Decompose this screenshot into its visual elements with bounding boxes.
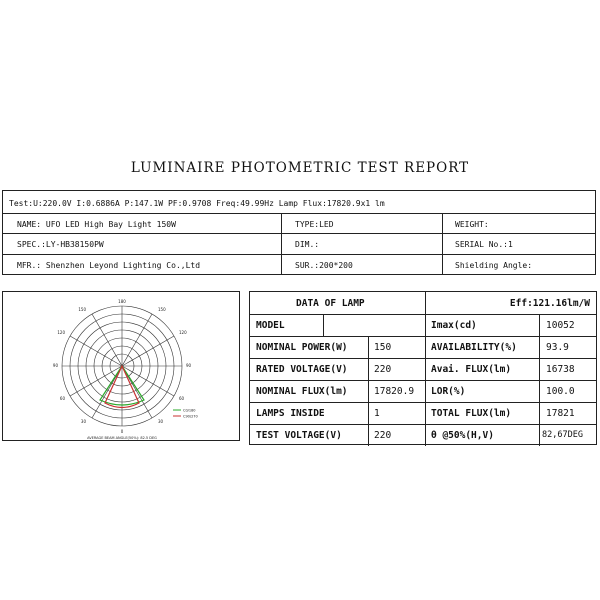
table-row-divider [250,358,596,359]
row-label: MODEL [256,320,285,331]
polar-diagram [3,292,240,441]
manufacturer: MFR.: Shenzhen Leyond Lighting Co.,Ltd [17,261,201,270]
row-value: 93.9 [546,342,569,353]
row-label: NOMINAL FLUX(lm) [256,386,348,397]
table-column-divider [425,292,426,446]
luminaire-name: NAME: UFO LED High Bay Light 150W [17,220,176,229]
weight: WEIGHT: [455,220,489,229]
header-divider [3,233,595,234]
row-label: Imax(cd) [431,320,477,331]
table-column-divider [368,336,369,446]
header-info-box [2,190,596,275]
angle-label-right: 90 [186,363,192,368]
header-column-divider [281,213,282,275]
legend-c90: C90/270 [183,414,198,419]
test-conditions: Test:U:220.0V I:0.6886A P:147.1W PF:0.9708 Freq:49.99Hz Lamp Flux:17820.9x1 lm [9,199,385,208]
table-row-divider [250,380,596,381]
angle-label-left: 150 [78,307,86,312]
angle-label-bottom: 0 [120,429,124,434]
table-model-divider [323,314,324,336]
shielding-angle: Shielding Angle: [455,261,533,270]
row-label: AVAILABILITY(%) [431,342,517,353]
angle-label-left: 120 [57,330,65,335]
row-label: Avai. FLUX(lm) [431,364,512,375]
header-divider [3,213,595,214]
row-value: 100.0 [546,386,575,397]
spec: SPEC.:LY-HB38150PW [17,240,104,249]
table-row-divider [250,336,596,337]
angle-label-right: 30 [158,419,164,424]
angle-label-top: 180 [118,299,126,304]
report-title: LUMINAIRE PHOTOMETRIC TEST REPORT [130,160,470,176]
row-label: TEST VOLTAGE(V) [256,430,342,441]
angle-label-left: 30 [80,419,86,424]
serial-number: SERIAL No.:1 [455,240,513,249]
row-value: 220 [374,364,392,375]
row-value: 10052 [546,320,575,331]
row-label: LOR(%) [431,386,466,397]
angle-label-left: 90 [52,363,58,368]
table-row-divider [250,424,596,425]
lamp-type: TYPE:LED [295,220,334,229]
surface: SUR.:200*200 [295,261,353,270]
row-label: NOMINAL POWER(W) [256,342,348,353]
row-value: 1 [374,408,380,419]
row-value: 16738 [546,364,575,375]
row-value: 17821 [546,408,575,419]
efficacy: Eff:121.16lm/W [509,298,590,309]
table-row-divider [250,314,596,315]
row-value: 220 [374,430,392,441]
row-value: 17820.9 [374,386,415,397]
dimension: DIM.: [295,240,320,249]
polar-diagram-panel [2,291,240,441]
data-of-lamp-table [249,291,597,445]
table-title: DATA OF LAMP [296,298,365,309]
angle-label-left: 60 [59,396,65,401]
row-label: TOTAL FLUX(lm) [431,408,512,419]
angle-label-right: 150 [158,307,166,312]
row-label: θ @50%(H,V) [431,430,494,441]
angle-label-right: 120 [179,330,187,335]
header-divider [3,254,595,255]
header-column-divider [442,213,443,275]
row-value: 150 [374,342,392,353]
legend-c0: C0/180 [183,408,196,413]
row-value: 82,67DEG [542,430,583,440]
angle-label-right: 60 [179,396,185,401]
row-label: LAMPS INSIDE [256,408,325,419]
beam-angle-caption: AVERAGE BEAM ANGLE(50%): 82.5 DEG [87,436,157,440]
row-label: RATED VOLTAGE(V) [256,364,348,375]
table-row-divider [250,402,596,403]
